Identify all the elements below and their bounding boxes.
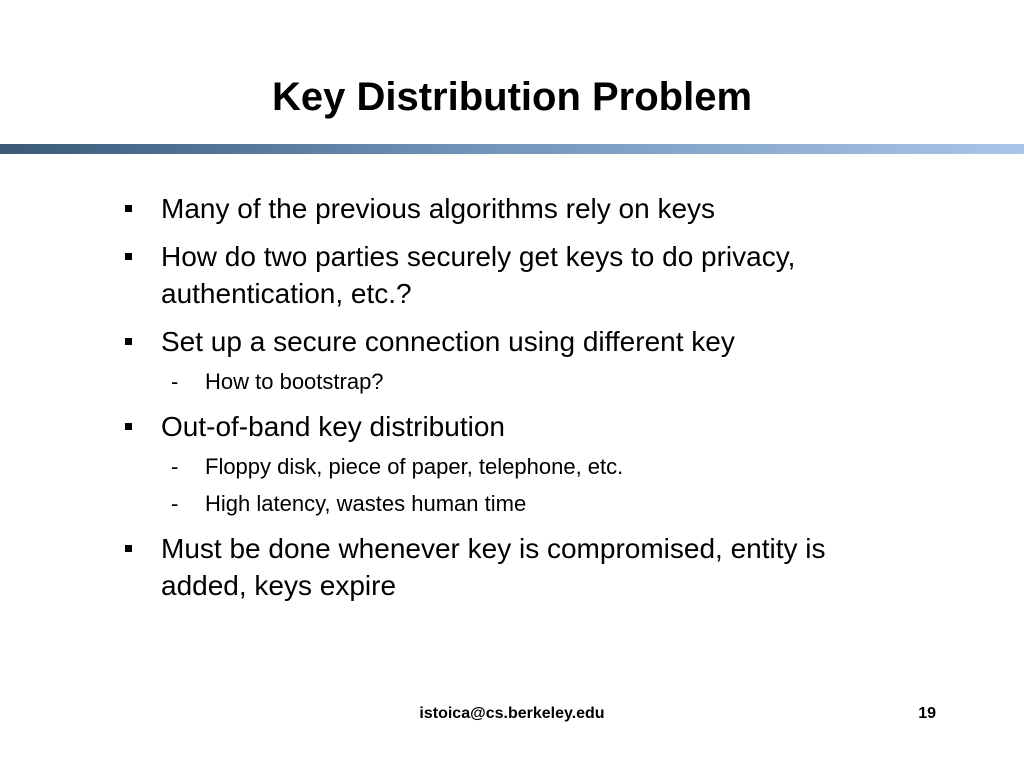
slide-title: Key Distribution Problem xyxy=(271,75,753,119)
bullet-item xyxy=(0,408,881,445)
sub-bullet-item xyxy=(0,453,905,481)
bullet-text: How do two parties securely get keys to do privacy, authentication, etc.? xyxy=(161,241,796,309)
bullet-text: Set up a secure connection using different key xyxy=(161,326,735,357)
bullet-text: Out-of-band key distribution xyxy=(161,411,505,442)
sub-bullet-text: How to bootstrap? xyxy=(205,369,384,394)
square-bullet-icon xyxy=(125,205,132,212)
footer-email: istoica@cs.berkeley.edu xyxy=(419,705,605,722)
dash-bullet-icon: - xyxy=(171,369,179,394)
dash-bullet-icon: - xyxy=(171,491,179,516)
sub-bullet-text: High latency, wastes human time xyxy=(205,491,527,516)
bullet-item xyxy=(0,190,881,227)
title-divider xyxy=(0,144,1024,154)
page-number: 19 xyxy=(918,705,936,722)
square-bullet-icon xyxy=(125,338,132,345)
bullet-text: Many of the previous algorithms rely on keys xyxy=(161,193,716,224)
bullet-item xyxy=(0,323,881,360)
sub-bullet-text: Floppy disk, piece of paper, telephone, etc. xyxy=(205,454,624,479)
sub-bullet-item xyxy=(0,368,905,396)
square-bullet-icon xyxy=(125,253,132,260)
square-bullet-icon xyxy=(125,423,132,430)
square-bullet-icon xyxy=(125,545,132,552)
bullet-list xyxy=(0,190,1024,615)
dash-bullet-icon: - xyxy=(171,454,179,479)
bullet-text: Must be done whenever key is compromised, entity is added, keys expire xyxy=(161,533,826,601)
sub-bullet-item xyxy=(0,490,905,518)
bullet-item xyxy=(0,530,881,604)
bullet-item xyxy=(0,238,881,312)
